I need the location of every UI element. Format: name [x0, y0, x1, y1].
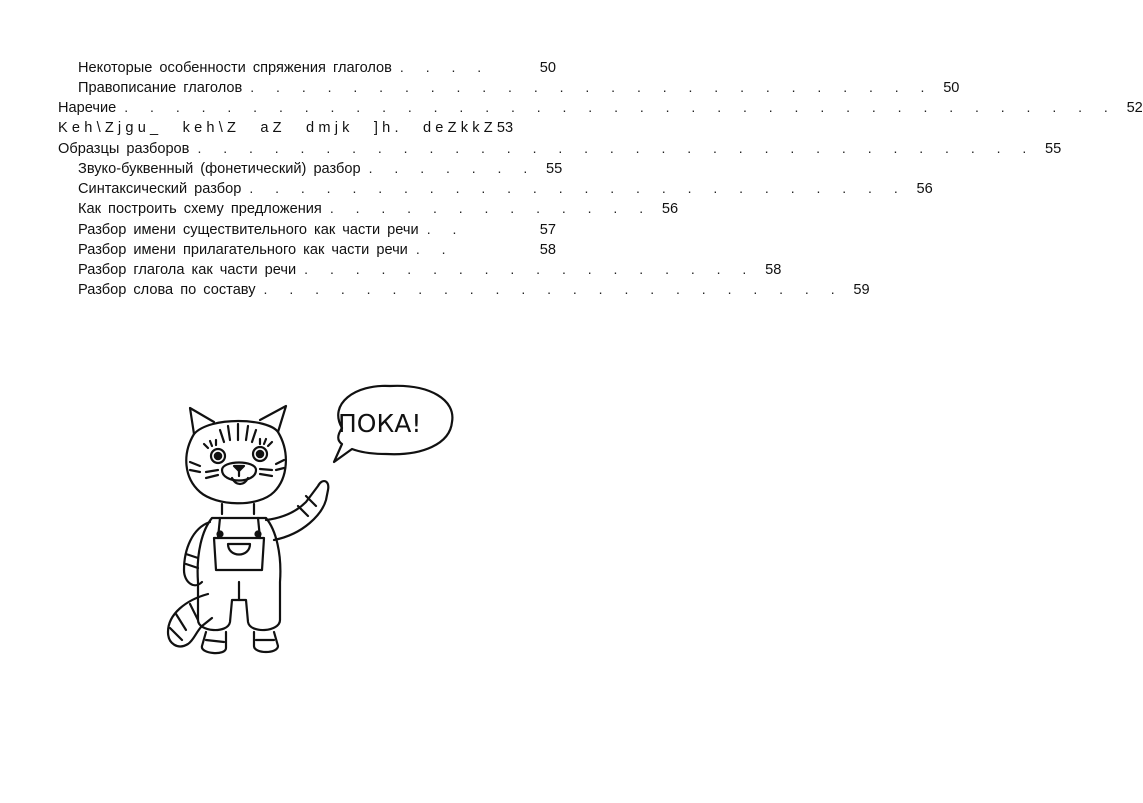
- toc-dot-leader: . . . . . . . . . . . . . . . . . . . . . . .: [263, 281, 844, 298]
- toc-entry-label: Разбор глагола как части речи: [78, 261, 297, 278]
- toc-entry-label: Как построить схему предложения: [78, 201, 322, 218]
- toc-page-number: 58: [765, 261, 782, 278]
- toc-dot-leader: . . . . . . . . . . . . . . . . . . . . . . . . . . . . . . . . . . . . . . .: [124, 99, 1117, 116]
- toc-page-number: 55: [545, 160, 563, 177]
- toc-page-number: 55: [1045, 140, 1062, 157]
- toc-page-number: 56: [916, 181, 933, 198]
- cat-overalls: [198, 518, 281, 630]
- toc-entry-label: Разбор имени существительного как части речи: [78, 221, 419, 238]
- toc-entry-label: Синтаксический разбор: [78, 181, 242, 198]
- toc-page-number: 59: [853, 282, 870, 299]
- speech-bubble-text: ПОКА!: [338, 409, 422, 438]
- toc-dot-leader: . . . .: [399, 59, 491, 75]
- toc-entry[interactable]: [58, 279, 870, 299]
- toc-entry-label: Наречие: [58, 100, 117, 117]
- toc-entry[interactable]: [58, 158, 563, 178]
- toc-page-number: 57: [539, 221, 556, 238]
- cat-drawing: [150, 378, 460, 678]
- cat-left-ear: [190, 408, 214, 434]
- toc-entry-label: Звуко-буквенный (фонетический) разбор: [78, 160, 361, 177]
- toc-dot-leader: . . . . . . .: [368, 159, 537, 176]
- toc-dot-leader: . .: [426, 220, 466, 237]
- speech-bubble: [334, 386, 452, 462]
- toc-entry[interactable]: [58, 178, 933, 198]
- toc-dot-leader: . . . . . . . . . . . . . . . . . . . . . . . . . .: [249, 180, 907, 197]
- toc-page-number: 58: [539, 241, 556, 258]
- toc-page-number: 53: [496, 119, 514, 136]
- toc-entry[interactable]: [58, 239, 556, 259]
- cat-neck: [222, 504, 254, 514]
- toc-entry[interactable]: [58, 198, 679, 218]
- cat-legs: [202, 632, 278, 653]
- toc-entry[interactable]: [58, 138, 1062, 158]
- cat-forehead-stripes: [220, 424, 256, 442]
- toc-dot-leader: . . . . . . . . . . . . . . . . . . . . . . . . . . . . . . . . .: [197, 139, 1036, 156]
- toc-dot-leader: . . . . . . . . . . . . . . . . . . . . . . . . . . .: [250, 79, 934, 96]
- toc-entry-label: Образцы разборов: [58, 140, 190, 157]
- toc-page-number: 50: [539, 60, 556, 76]
- toc-entry[interactable]: [58, 118, 556, 138]
- toc-entry-label: Keh\Zjgu_ keh\Z aZ dmjk ]h. deZkkZ: [58, 119, 497, 136]
- toc-entry[interactable]: [58, 219, 556, 239]
- toc-entry[interactable]: [58, 57, 556, 77]
- cat-illustration: [150, 378, 460, 678]
- toc-entry-label: Разбор имени прилагательного как части речи: [78, 241, 408, 258]
- toc-page-number: 50: [943, 80, 960, 97]
- toc-entry-label: Правописание глаголов: [78, 80, 243, 97]
- table-of-contents: [58, 57, 1143, 299]
- cat-muzzle: [206, 463, 272, 485]
- toc-entry[interactable]: [58, 77, 960, 97]
- toc-entry[interactable]: [58, 97, 1143, 117]
- toc-page-number: 52: [1126, 100, 1143, 117]
- toc-entry[interactable]: [58, 259, 782, 279]
- toc-page-number: 56: [661, 201, 679, 218]
- cat-eyes: [204, 439, 272, 463]
- toc-dot-leader: . . . . . . . . . . . . . . . . . .: [304, 260, 756, 277]
- toc-entry-label: Некоторые особенности спряжения глаголов: [78, 60, 392, 76]
- toc-dot-leader: . . . . . . . . . . . . .: [329, 200, 653, 217]
- toc-entry-label: Разбор слова по составу: [78, 282, 256, 299]
- toc-dot-leader: . .: [415, 240, 455, 257]
- cat-tail: [168, 594, 212, 646]
